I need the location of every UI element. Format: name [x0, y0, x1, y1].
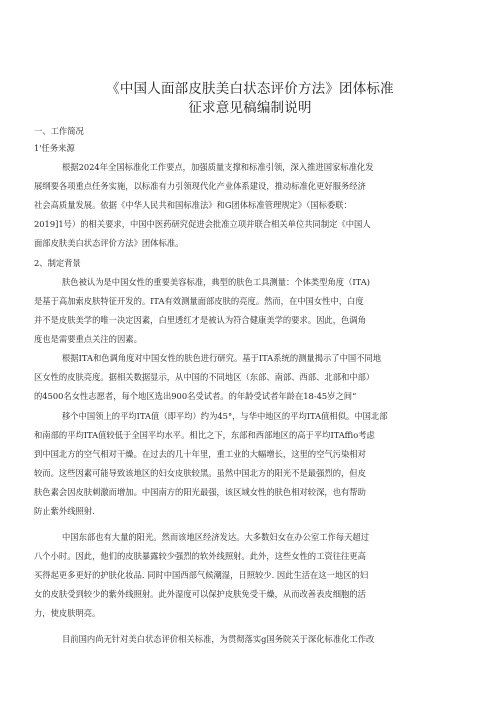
- body-line: 女的皮肤受到较少的紫外线照射。此外湿度可以保护皮肤免受干燥，从而改善表皮细胞的活: [34, 589, 366, 599]
- subsection-heading-task-source: 1'任务来源: [34, 143, 75, 153]
- body-line: 肤色素会因皮肤刺激而增加。中国南方的阳光最强，该区域女性的肤色相对较深，也有帮助: [34, 487, 366, 497]
- body-line: 目前国内尚无针对美白状态评价相关标准，为贯彻落实g国务院关于深化标准化工作改: [62, 634, 375, 644]
- document-title: 《中国人面部皮肤美白状态评价方法》团体标准: [106, 81, 394, 97]
- body-line: 是基于高加索皮肤特征开发的。ITA有效测量面部皮肤的亮度。然而，在中国女性中，白度: [34, 296, 364, 306]
- body-line: 到中国北方的空气相对干燥。在过去的几十年里，重工业的大幅增长，这里的空气污染相对: [34, 449, 366, 459]
- body-line: 2019]1号）的相关要求，中国中医药研究促进会批准立项并联合相关单位共同制定《中国人: [34, 219, 371, 229]
- body-line: 社会高质量发展。依据《中华人民共和国标准法》和G团体标准管理规定》（国标委联：: [34, 200, 352, 210]
- body-line: 防止紫外线照射.: [34, 506, 95, 516]
- body-line: 移个中国领上的平均ITA值（即平均）约为45°，与华中地区的平均ITA值相似。中国北部: [62, 411, 388, 421]
- section-heading-overview: 一、工作简况: [34, 126, 84, 136]
- body-line: 根据2024年全国标准化工作要点，加强质量支撑和标准引领，深入推进国家标准化发: [62, 162, 374, 172]
- body-line: 根据ITA和色调角度对中国女性的肤色进行研究。基于ITA系统的测量揭示了中国不同地: [62, 353, 382, 363]
- subsection-heading-background: 2、制定背景: [34, 258, 81, 268]
- body-line: 并不是皮肤美学的唯一决定因素，白里透红才是被认为符合健康美学的要求。因此，色调角: [34, 315, 366, 325]
- body-line: 中国东部也有大量的阳光。然而该地区经济发达。大多数妇女在办公室工作每天超过: [62, 532, 369, 542]
- body-line: 展纲要各项重点任务实施，以标准有力引领现代化产业体系建设，推动标准化更好服务经济: [34, 181, 366, 191]
- body-line: 区女性的皮肤亮度。据相关数据显示，从中国的不同地区（东部、南部、西部、北部和中部）: [34, 372, 375, 382]
- body-line: 买得起更多更好的护肤化妆品. 同时中国西部气候潮湿，日照较少. 因此生活在这一地区的妇: [34, 570, 369, 580]
- body-line: 和南部的平均ITA值较低于全国平均水平。相比之下，东部和西部地区的高于平均ITAffio考虑: [34, 430, 375, 440]
- document-subtitle: 征求意见稿编制说明: [188, 100, 312, 116]
- body-line: 肤色被认为是中国女性的重要美容标准，典型的肤色工具测量：个体类型角度（ITA): [62, 277, 370, 287]
- body-line: 八个小时。因此，他们的皮肤暴露较少强烈的软外线照射。此外，这些女性的工资往往更高: [34, 551, 366, 561]
- body-line: 力，使皮肤明亮。: [34, 608, 101, 618]
- body-line: 面部皮肤美白状态评价方法》团体标准。: [34, 238, 184, 248]
- body-line: 度也是需要重点关注的因素。: [34, 334, 142, 344]
- body-line: 较而。这些因素可能导致该地区的妇女皮肤较黑。虽然中国北方的阳光不是最强烈的，但皮: [34, 468, 366, 478]
- body-line: 的4500名女性志愿者，每个地区选出900名受试者。的年龄受试者年龄在18-45岁之间“: [34, 391, 357, 401]
